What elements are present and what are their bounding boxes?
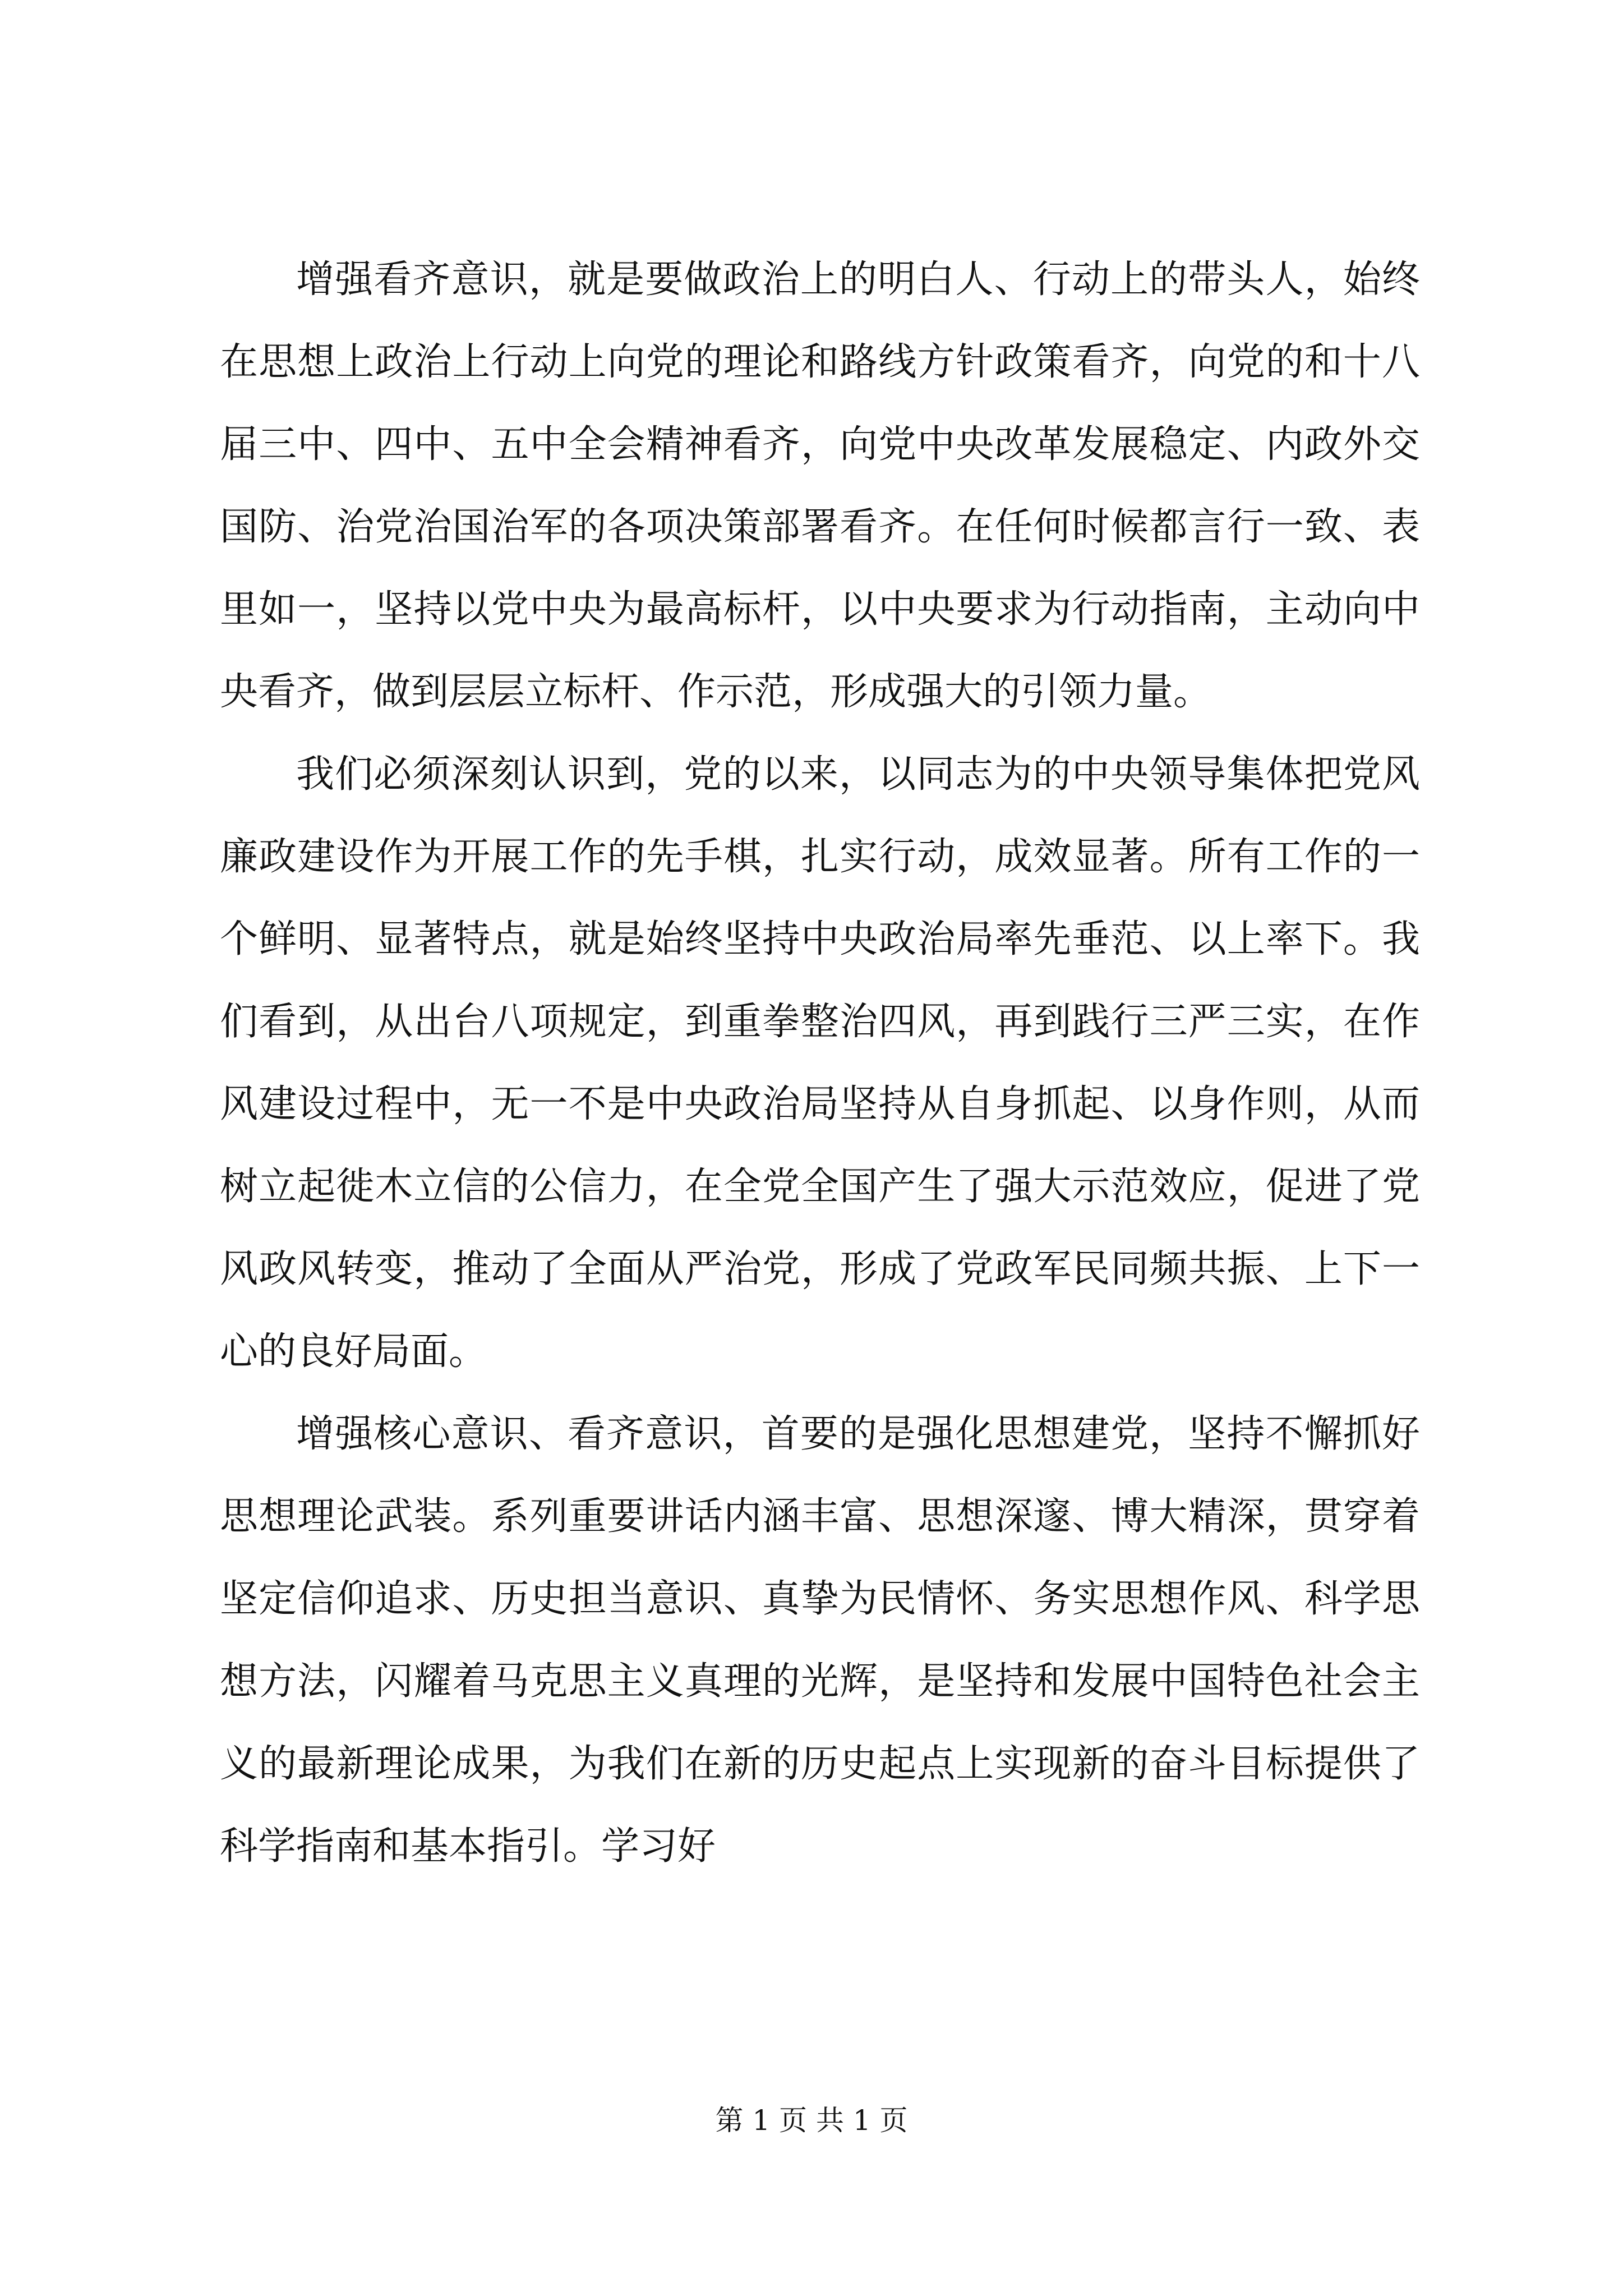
- paragraph-2: 我们必须深刻认识到，党的以来，以同志为的中央领导集体把党风廉政建设作为开展工作的先手棋，扎实行动，成效显著。所有工作的一个鲜明、显著特点，就是始终坚持中央政治局率先垂范、以上率下。我们看到，从出台八项规定，到重拳整治四风，再到践行三严三实，在作风建设过程中，无一不是中央政治局坚持从自身抓起、以身作则，从而树立起徙木立信的公信力，在全党全国产生了强大示范效应，促进了党风政风转变，推动了全面从严治党，形成了党政军民同频共振、上下一心的良好局面。: [220, 752, 1420, 1374]
- paragraph-3: 增强核心意识、看齐意识，首要的是强化思想建党，坚持不懈抓好思想理论武装。系列重要讲话内涵丰富、思想深邃、博大精深，贯穿着坚定信仰追求、历史担当意识、真挚为民情怀、务实思想作风、科学思想方法，闪耀着马克思主义真理的光辉，是坚持和发展中国特色社会主义的最新理论成果，为我们在新的历史起点上实现新的奋斗目标提供了科学指南和基本指引。学习好: [220, 1412, 1420, 1869]
- page-footer: 第 1 页 共 1 页: [715, 2104, 908, 2137]
- document-body: [220, 238, 1420, 1888]
- paragraph-1: 增强看齐意识，就是要做政治上的明白人、行动上的带头人，始终在思想上政治上行动上向党的理论和路线方针政策看齐，向党的和十八届三中、四中、五中全会精神看齐，向党中央改革发展稳定、内政外交国防、治党治国治军的各项决策部署看齐。在任何时候都言行一致、表里如一，坚持以党中央为最高标杆，以中央要求为行动指南，主动向中央看齐，做到层层立标杆、作示范，形成强大的引领力量。: [220, 257, 1420, 714]
